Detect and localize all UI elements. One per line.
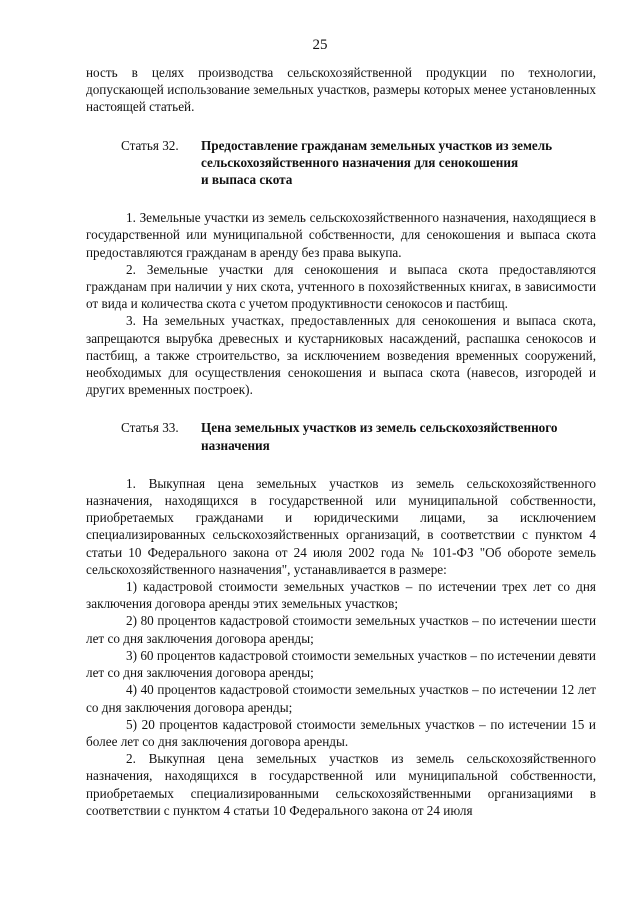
article-title-line: Цена земельных участков из земель сельскохозяйственного xyxy=(201,420,558,436)
article-title-line: назначения xyxy=(201,437,270,453)
article-33-item-4: 4) 40 процентов кадастровой стоимости земельных участков – по истечении 12 лет со дня заключения договора аренды; xyxy=(86,682,596,715)
article-32-heading xyxy=(86,137,596,189)
article-title-line: Предоставление гражданам земельных участков из земель xyxy=(201,137,553,153)
intro-line: допускающей использование земельных участков, размеры которых менее xyxy=(86,82,507,98)
article-title xyxy=(201,419,596,453)
article-32-paragraph-1: 1. Земельные участки из земель сельскохозяйственного назначения, находящиеся в государственной или муниципальной собственности, для сенокошения и выпаса скота предоставляются гражданам в аренду без права выкупа. xyxy=(86,210,596,260)
article-33-heading xyxy=(86,419,596,453)
article-32-paragraph-3: 3. На земельных участках, предоставленных для сенокошения и выпаса скота, запрещаются вырубка древесных и кустарниковых насаждений, распашка сенокосов и пастбищ, а также строительство, за исключением возведения временных сооружений, необходимых для осуществления сенокошения и выпаса скота (навесов, изгородей и других временных построек). xyxy=(86,313,596,398)
article-33-item-3: 3) 60 процентов кадастровой стоимости земельных участков – по истечении девяти лет со дня заключения договора аренды; xyxy=(86,647,596,681)
intro-line: ность в целях производства сельскохозяйственной продукции по технологии, xyxy=(86,65,596,80)
article-33-item-5: 5) 20 процентов кадастровой стоимости земельных участков – по истечении 15 и более лет со дня заключения договора аренды. xyxy=(86,716,596,749)
article-number: Статья 32. xyxy=(121,137,179,153)
article-title-line: и выпаса скота xyxy=(201,172,293,188)
article-33-paragraph-2: 2. Выкупная цена земельных участков из земель сельскохозяйственного назначения, находящихся в государственной или муниципальной собственности, приобретаемых специализированными сельскохозяйственными организациями в соответствии с пунктом 4 статьи 10 Федерального закона от 24 июля xyxy=(86,751,596,818)
page-number: 25 xyxy=(312,37,328,53)
article-number: Статья 33. xyxy=(121,420,179,436)
article-33-item-2: 2) 80 процентов кадастровой стоимости земельных участков – по истечении шести лет со дня заключения договора аренды; xyxy=(86,613,596,646)
document-body xyxy=(86,64,596,819)
article-title-line: сельскохозяйственного назначения для сенокошения xyxy=(201,154,519,170)
intro-line: установленных настоящей статьей. xyxy=(86,82,597,115)
article-32-paragraph-2: 2. Земельные участки для сенокошения и выпаса скота предоставляются гражданам при наличии у них скота, учтенного в похозяйственных книгах, в зависимости от вида и количества скота с учетом продуктивности сенокосов и пастбищ. xyxy=(86,261,596,312)
intro-paragraph xyxy=(86,64,596,116)
article-33-paragraph-1: 1. Выкупная цена земельных участков из земель сельскохозяйственного назначения, находящихся в государственной или муниципальной собственности, приобретаемых гражданами и юридическими лицами, за исключением специализированных сельскохозяйственных организаций, в соответствии с пунктом 4 статьи 10 Федерального закона от 24 июля 2002 года № 101-ФЗ "Об обороте земель сельскохозяйственного назначения", устанавливается в размере: xyxy=(86,475,596,577)
article-33-item-1: 1) кадастровой стоимости земельных участков – по истечении трех лет со дня заключения договора аренды этих земельных участков; xyxy=(86,579,596,612)
article-title xyxy=(201,137,596,189)
